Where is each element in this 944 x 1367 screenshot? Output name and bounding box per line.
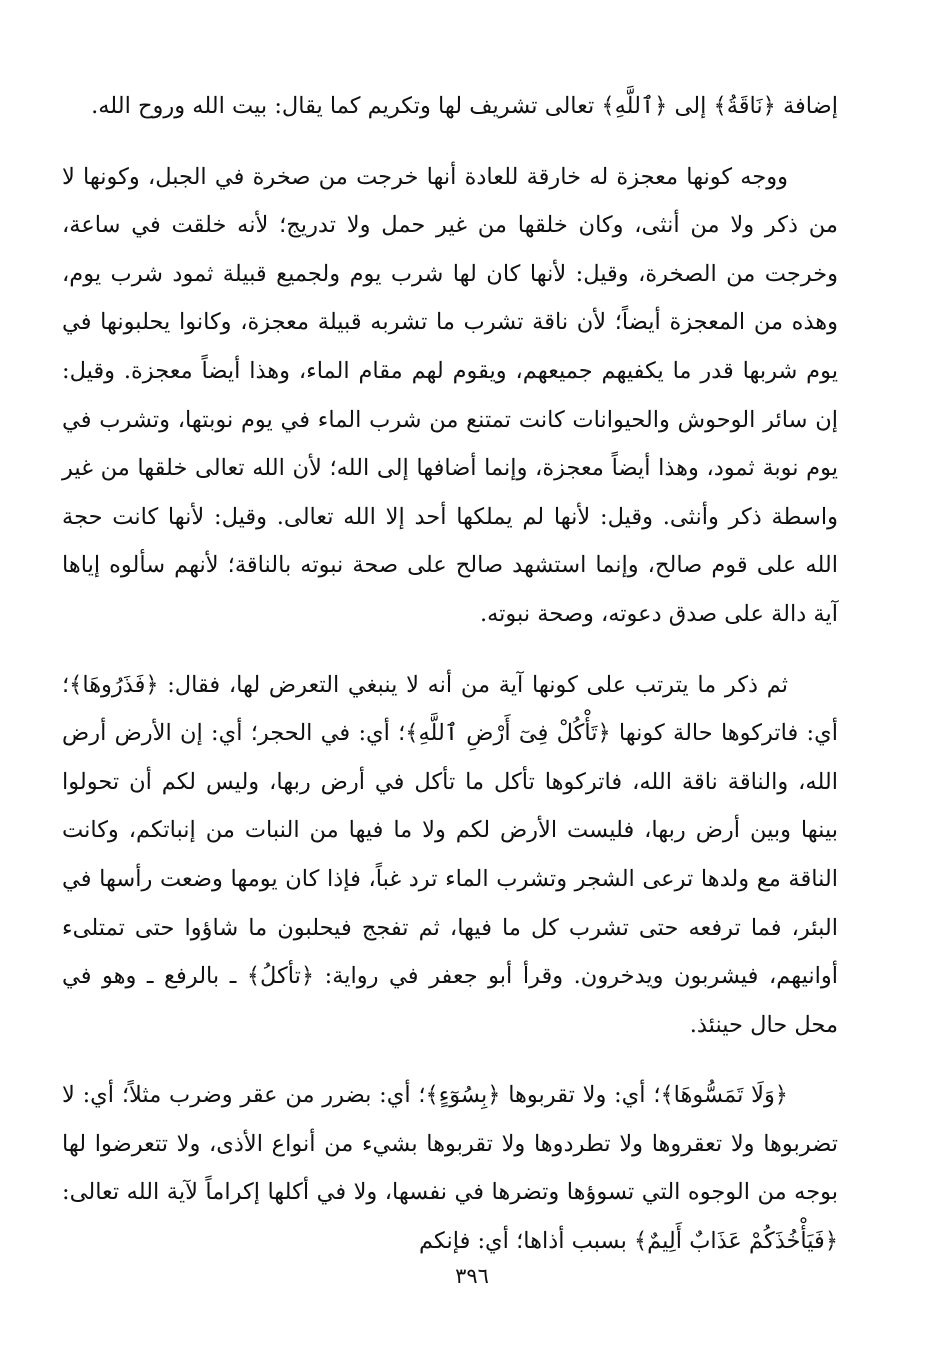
paragraph-do-not-touch: ﴿وَلَا تَمَسُّوهَا﴾؛ أي: ولا تقربوها ﴿بِسُوٓءٍ﴾؛ أي: بضرر من عقر وضرب مثلاً؛ أي: لا تضربوها ولا تعقروها ولا تطردوها ولا تقربوها بشيء من أنواع الأذى، ولا تتعرضوا لها بوجه من الوجوه التي تسوؤها وتضرها في نفسها، ولا في أكلها إكراماً لآية الله تعالى: ﴿فَيَأْخُذَكُمْ عَذَابٌ أَلِيمٌ﴾ بسبب أذاها؛ أي: فإنكم: [62, 1082, 838, 1255]
paragraph-gap: [62, 1049, 838, 1071]
paragraph-gap: [62, 131, 838, 153]
paragraph-intro: إضافة ﴿نَاقَةُ﴾ إلى ﴿ٱللَّهِ﴾ تعالى تشريف لها وتكريم كما يقال: بيت الله وروح الله.: [91, 93, 838, 119]
paragraph-gap: [62, 639, 838, 661]
page-body: [62, 82, 838, 1292]
paragraph-miracle: ووجه كونها معجزة له خارقة للعادة أنها خرجت من صخرة في الجبل، وكونها لا من ذكر ولا من أنثى، وكان خلقها من غير حمل ولا تدريج؛ لأنه خلقت في ساعة، وخرجت من الصخرة، وقيل: لأنها كان لها شرب يوم ولجميع قبيلة ثمود شرب يوم، وهذه من المعجزة أيضاً؛ لأن ناقة تشرب ما تشربه قبيلة معجزة، وكانوا يحلبونها في يوم شربها قدر ما يكفيهم جميعهم، ويقوم لهم مقام الماء، وهذا أيضاً معجزة. وقيل: إن سائر الوحوش والحيوانات كانت تمتنع من شرب الماء في يوم نوبتها، وتشرب في يوم نوبة ثمود، وهذا أيضاً معجزة، وإنما أضافها إلى الله؛ لأن الله تعالى خلقها من غير واسطة ذكر وأنثى. وقيل: لأنها لم يملكها أحد إلا الله تعالى. وقيل: لأنها كانت حجة الله على قوم صالح، وإنما استشهد صالح على صحة نبوته بالناقة؛ لأنهم سألوه إياها آية دالة على صدق دعوته، وصحة نبوته.: [62, 163, 838, 627]
paragraph-leave-her: ثم ذكر ما يترتب على كونها آية من أنه لا ينبغي التعرض لها، فقال: ﴿فَذَرُوهَا﴾؛ أي: فاتركوها حالة كونها ﴿تَأْكُلْ فِىٓ أَرْضِ ٱللَّهِ﴾؛ أي: في الحجر؛ أي: إن الأرض أرض الله، والناقة ناقة الله، فاتركوها تأكل ما تأكل في أرض ربها، وليس لكم أن تحولوا بينها وبين أرض ربها، فليست الأرض لكم ولا ما فيها من النبات من إنباتكم، وكانت الناقة مع ولدها ترعى الشجر وتشرب الماء ترد غباً، فإذا كان يومها وضعت رأسها في البئر، فما ترفعه حتى تشرب كل ما فيها، ثم تفجج فيحلبون ما شاؤوا حتى تمتلىء أوانيهم، فيشربون ويدخرون. وقرأ أبو جعفر في رواية: ﴿تأكلُ﴾ ـ بالرفع ـ وهو في محل حال حينئذ.: [62, 671, 838, 1038]
page-number: ٣٩٦: [455, 1264, 489, 1288]
